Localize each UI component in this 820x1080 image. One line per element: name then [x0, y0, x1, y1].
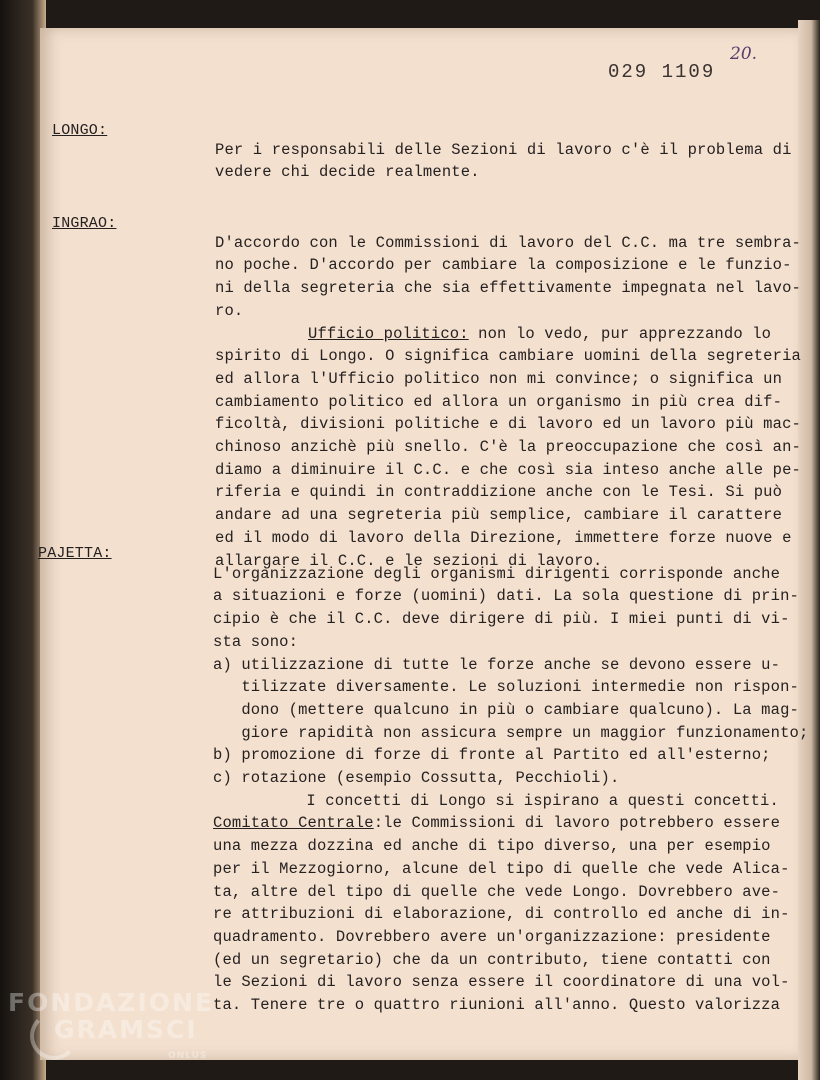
subheading-ufficio-politico: Ufficio politico: — [308, 324, 469, 343]
fondazione-gramsci-watermark: FONDAZIONE GRAMSCI ONLUS — [8, 988, 215, 1061]
speaker-ingrao: INGRAO: — [52, 215, 117, 232]
show-through-text — [110, 126, 118, 147]
document-number: 029 1109 — [608, 61, 716, 83]
paragraph-ingrao: D'accordo con le Commissioni di lavoro del C.C. ma tre sembra- no poche. D'accordo per cambiare la composizione e le funzio- ni della segreteria che sia effettivamente impegnata nel lavo- ro. Ufficio politico: non lo vedo, pur apprezzando lo spirito di Longo. O significa cambiare uomini della segreteria ed allora l'Ufficio politico non mi convince; o significa un cambiamento politico ed allora un organismo in più crea dif- ficoltà, divisioni politiche e di lavoro ed un lavoro più mac- chinoso anzichè più snello. C'è la preoccupazione che così an- diamo a diminuire il C.C. e che così sia inteso anche alle pe- riferia e quindi in contraddizione anche con le Tesi. Si può andare ad una segreteria più semplice, cambiare il carattere ed il modo di lavoro della Direzione, immettere forze nuove e allargare il C.C. e le sezioni di lavoro. — [215, 233, 801, 570]
subheading-comitato-centrale: Comitato Centrale — [213, 814, 374, 833]
paragraph-pajetta: L'organizzazione degli organismi dirigenti corrisponde anche a situazioni e forze (uomini) dati. La sola questione di prin- cipio è che il C.C. deve dirigere di più. I miei punti di vi- sta sono: a) utilizzazione di tutte le forze anche se devono essere u- tilizzate diversamente. Le soluzioni intermedie non rispon- dono (mettere qualcuno in più o cambiare qualcuno). La mag- giore rapidità non assicura sempre un maggior funzionamento; b) promozione di forze di fronte al Partito ed all'esterno; c) rotazione (esempio Cossutta, Pecchioli). I concetti di Longo si ispirano a questi concetti. Comitato Centrale:le Commissioni di lavoro potrebbero essere una mezza dozzina ed anche di tipo diverso, una per esempio per il Mezzogiorno, alcune del tipo di quelle che vede Alica- ta, altre del tipo di quelle che vede Longo. Dovrebbero ave- re attribuzioni di elaborazione, di controllo ed anche di in- quadramento. Dovrebbero avere un'organizzazione: presidente (ed un segretario) che da un contributo, tiene contatti con le Sezioni di lavoro senza essere il coordinatore di una vol- ta. Tenere tre o quattro riunioni all'anno. Questo valorizza — [213, 564, 809, 1015]
watermark-arc-icon — [30, 1012, 78, 1060]
speaker-longo: LONGO: — [52, 122, 108, 139]
handwritten-page-number: 20. — [730, 44, 758, 64]
paragraph-longo: Per i responsabili delle Sezioni di lavoro c'è il problema di vedere chi decide realmente. — [215, 140, 792, 182]
speaker-pajetta: PAJETTA: — [38, 545, 112, 562]
